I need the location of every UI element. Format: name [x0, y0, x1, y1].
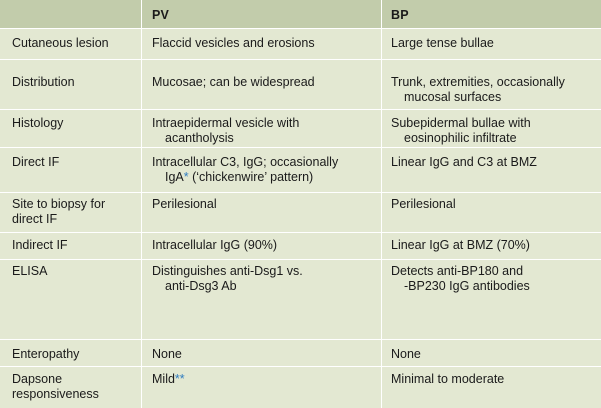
pv-cell: Mucosae; can be widespread: [152, 75, 315, 89]
row-divider: [0, 192, 601, 193]
row-label: Distribution: [12, 75, 75, 89]
bp-cell-line: Trunk, extremities, occasionally: [391, 75, 565, 89]
row-label: Direct IF: [12, 155, 60, 169]
row-label: ELISA: [12, 264, 48, 278]
bp-cell: Minimal to moderate: [391, 372, 505, 386]
row-divider: [0, 366, 601, 367]
pv-cell-text: (‘chickenwire’ pattern): [188, 170, 314, 184]
pv-cell-line: Intracellular C3, IgG; occasionally: [152, 155, 339, 169]
pv-cell: [152, 116, 380, 146]
bp-cell: Large tense bullae: [391, 36, 494, 50]
row-label-line: direct IF: [12, 212, 58, 226]
pv-cell-text: Mild: [152, 372, 175, 386]
header-pv: PV: [152, 8, 170, 22]
row-divider: [0, 109, 601, 110]
pv-cell: Flaccid vesicles and erosions: [152, 36, 315, 50]
bp-cell: [391, 75, 596, 105]
header-bp: BP: [391, 8, 409, 22]
bp-cell-line: Subepidermal bullae with: [391, 116, 531, 130]
pv-cell: Intracellular IgG (90%): [152, 238, 278, 252]
row-label: [12, 372, 138, 402]
row-divider: [0, 259, 601, 260]
bp-cell: Linear IgG at BMZ (70%): [391, 238, 530, 252]
row-label-line: Dapsone: [12, 372, 63, 386]
pv-cell: [152, 372, 380, 387]
pv-cell-line: Distinguishes anti-Dsg1 vs.: [152, 264, 303, 278]
bp-cell-line: Detects anti-BP180 and: [391, 264, 524, 278]
pv-cell-text: IgA: [165, 170, 184, 184]
pv-cell: [152, 155, 380, 185]
row-divider: [0, 28, 601, 29]
row-label: Histology: [12, 116, 64, 130]
row-label: Indirect IF: [12, 238, 68, 252]
pv-cell-line: anti-Dsg3 Ab: [165, 279, 237, 293]
row-divider: [0, 232, 601, 233]
row-divider: [0, 147, 601, 148]
pv-cell-line: Intraepidermal vesicle with: [152, 116, 300, 130]
column-divider: [381, 0, 382, 408]
footnote-mark: **: [174, 372, 185, 386]
pv-cell-line: [152, 170, 380, 185]
row-divider: [0, 339, 601, 340]
bp-cell-line: mucosal surfaces: [404, 90, 502, 104]
footnote-mark: *: [183, 170, 189, 184]
row-label: Cutaneous lesion: [12, 36, 109, 50]
row-label-line: Site to biopsy for: [12, 197, 106, 211]
table-header: [0, 0, 601, 28]
column-divider: [141, 0, 142, 408]
row-divider: [0, 59, 601, 60]
pv-cell: Perilesional: [152, 197, 217, 211]
row-label: [12, 197, 138, 227]
bp-cell-line: eosinophilic infiltrate: [404, 131, 517, 145]
bp-cell-line: -BP230 IgG antibodies: [404, 279, 530, 293]
pv-cell: None: [152, 347, 182, 361]
bp-cell: [391, 116, 596, 146]
row-label-line: responsiveness: [12, 387, 99, 401]
bp-cell: Linear IgG and C3 at BMZ: [391, 155, 537, 169]
bp-cell: [391, 264, 596, 294]
row-label: Enteropathy: [12, 347, 80, 361]
pv-cell: [152, 264, 380, 294]
bp-cell: None: [391, 347, 421, 361]
pv-cell-line: acantholysis: [165, 131, 234, 145]
bp-cell: Perilesional: [391, 197, 456, 211]
